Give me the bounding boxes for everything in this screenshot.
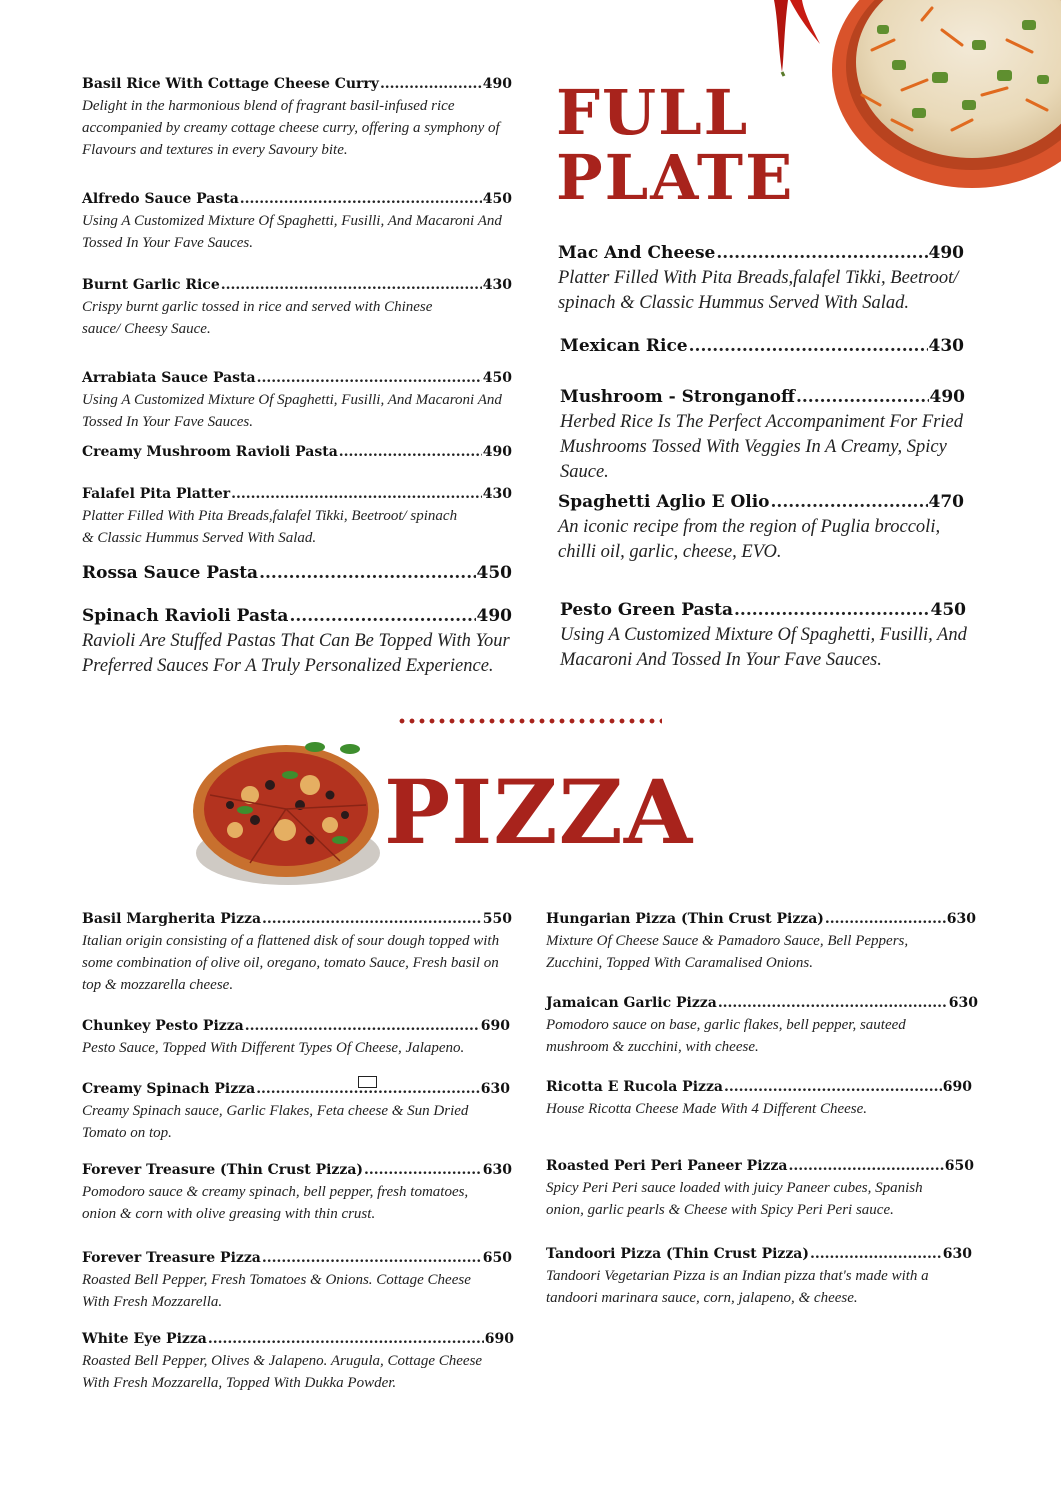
item-price: 690 bbox=[484, 1331, 514, 1347]
decorative-dotted-line bbox=[397, 716, 662, 726]
item-name: Ricotta E Rucola Pizza bbox=[546, 1079, 723, 1095]
item-name: Pesto Green Pasta bbox=[560, 600, 733, 620]
item-description: Pesto Sauce, Topped With Different Types Of Cheese, Jalapeno. bbox=[82, 1040, 465, 1056]
item-description: Roasted Bell Pepper, Olives & Jalapeno. Arugula, Cottage Cheese With Fresh Mozzarella, Topped With Dukka Powder. bbox=[82, 1353, 483, 1391]
item-name: Falafel Pita Platter bbox=[82, 486, 231, 502]
full-plate-heading-line2: PLATE bbox=[556, 141, 795, 214]
item-price: 490 bbox=[928, 243, 964, 263]
item-price: 470 bbox=[928, 492, 964, 512]
item-description: Using A Customized Mixture Of Spaghetti, Fusilli, And Macaroni And Tossed In Your Fave Sauces. bbox=[82, 213, 502, 251]
menu-item bbox=[82, 370, 512, 433]
menu-item bbox=[546, 995, 978, 1058]
item-name: Arrabiata Sauce Pasta bbox=[82, 370, 256, 386]
pizza-heading: PIZZA bbox=[384, 760, 694, 864]
item-price: 450 bbox=[930, 600, 966, 620]
menu-item bbox=[82, 1018, 510, 1059]
item-description: Creamy Spinach sauce, Garlic Flakes, Feta cheese & Sun Dried Tomato on top. bbox=[82, 1103, 469, 1141]
item-name: Forever Treasure (Thin Crust Pizza) bbox=[82, 1162, 364, 1178]
item-name: Forever Treasure Pizza bbox=[82, 1250, 261, 1266]
full-plate-heading-line1: FULL bbox=[556, 76, 750, 149]
item-description: Ravioli Are Stuffed Pastas That Can Be Topped With Your Preferred Sauces For A Truly Personalized Experience. bbox=[82, 631, 510, 676]
item-name: Mexican Rice bbox=[560, 336, 688, 356]
item-description: Platter Filled With Pita Breads,falafel Tikki, Beetroot/ spinach & Classic Hummus Served With Salad. bbox=[558, 268, 959, 313]
item-description: Tandoori Vegetarian Pizza is an Indian pizza that's made with a tandoori marinara sauce, corn, jalapeno, & cheese. bbox=[546, 1268, 929, 1306]
item-price: 430 bbox=[482, 277, 512, 293]
item-name: Mushroom - Stronganoff bbox=[560, 387, 795, 407]
item-price: 630 bbox=[480, 1081, 510, 1097]
item-price: 490 bbox=[482, 76, 512, 92]
item-name: Basil Rice With Cottage Cheese Curry bbox=[82, 76, 379, 92]
menu-item bbox=[546, 1158, 974, 1221]
menu-item bbox=[82, 1250, 512, 1313]
item-name: Spinach Ravioli Pasta bbox=[82, 606, 289, 626]
item-description: Platter Filled With Pita Breads,falafel Tikki, Beetroot/ spinach & Classic Hummus Served With Salad. bbox=[82, 508, 458, 546]
item-price: 450 bbox=[476, 563, 512, 583]
item-description: House Ricotta Cheese Made With 4 Different Cheese. bbox=[546, 1101, 868, 1117]
item-price: 490 bbox=[476, 606, 512, 626]
item-description: Crispy burnt garlic tossed in rice and served with Chinese sauce/ Cheesy Sauce. bbox=[82, 299, 433, 337]
menu-item bbox=[82, 911, 512, 996]
item-price: 430 bbox=[482, 486, 512, 502]
item-price: 690 bbox=[942, 1079, 972, 1095]
item-name: Basil Margherita Pizza bbox=[82, 911, 262, 927]
item-price: 650 bbox=[482, 1250, 512, 1266]
item-name: White Eye Pizza bbox=[82, 1331, 207, 1347]
item-description: Herbed Rice Is The Perfect Accompaniment For Fried Mushrooms Tossed With Veggies In A Creamy, Spicy Sauce. bbox=[560, 412, 963, 482]
item-description: Using A Customized Mixture Of Spaghetti, Fusilli, And Macaroni And Tossed In Your Fave Sauces. bbox=[560, 625, 967, 670]
item-description: Mixture Of Cheese Sauce & Pamadoro Sauce, Bell Peppers, Zucchini, Topped With Caramalised Onions. bbox=[546, 933, 909, 971]
item-name: Jamaican Garlic Pizza bbox=[546, 995, 717, 1011]
menu-item bbox=[82, 606, 512, 679]
item-name: Creamy Spinach Pizza bbox=[82, 1081, 256, 1097]
menu-item bbox=[558, 492, 964, 565]
menu-item bbox=[82, 76, 512, 161]
item-price: 630 bbox=[942, 1246, 972, 1262]
item-price: 450 bbox=[482, 191, 512, 207]
item-name: Spaghetti Aglio E Olio bbox=[558, 492, 770, 512]
menu-item bbox=[546, 1246, 972, 1309]
item-name: Tandoori Pizza (Thin Crust Pizza) bbox=[546, 1246, 810, 1262]
menu-item bbox=[558, 243, 964, 316]
item-price: 630 bbox=[482, 1162, 512, 1178]
item-description: Roasted Bell Pepper, Fresh Tomatoes & Onions. Cottage Cheese With Fresh Mozzarella. bbox=[82, 1272, 471, 1310]
menu-item bbox=[546, 911, 976, 974]
pizza-image bbox=[190, 735, 386, 887]
item-name: Mac And Cheese bbox=[558, 243, 716, 263]
item-description: An iconic recipe from the region of Puglia broccoli, chilli oil, garlic, cheese, EVO. bbox=[558, 517, 941, 562]
item-description: Delight in the harmonious blend of fragrant basil-infused rice accompanied by creamy cottage cheese curry, offering a symphony of Flavours and textures in every Savoury bite. bbox=[82, 98, 500, 158]
item-description: Italian origin consisting of a flattened disk of sour dough topped with some combination of olive oil, oregano, tomato Sauce, Fresh basil on top & mozzarella cheese. bbox=[82, 933, 500, 993]
item-price: 550 bbox=[482, 911, 512, 927]
item-description: Using A Customized Mixture Of Spaghetti, Fusilli, And Macaroni And Tossed In Your Fave Sauces. bbox=[82, 392, 502, 430]
item-description: Pomodoro sauce & creamy spinach, bell pepper, fresh tomatoes, onion & corn with olive greasing with thin crust. bbox=[82, 1184, 469, 1222]
menu-item bbox=[560, 600, 970, 673]
item-name: Alfredo Sauce Pasta bbox=[82, 191, 239, 207]
item-name: Hungarian Pizza (Thin Crust Pizza) bbox=[546, 911, 824, 927]
item-price: 490 bbox=[482, 444, 512, 460]
item-name: Creamy Mushroom Ravioli Pasta bbox=[82, 444, 338, 460]
menu-item bbox=[82, 191, 512, 254]
menu-item bbox=[82, 1162, 512, 1225]
item-name: Chunkey Pesto Pizza bbox=[82, 1018, 244, 1034]
red-chilli-image bbox=[760, 0, 830, 78]
menu-item bbox=[82, 1331, 514, 1394]
menu-item bbox=[82, 1081, 510, 1144]
item-price: 630 bbox=[946, 911, 976, 927]
item-description: Spicy Peri Peri sauce loaded with juicy Paneer cubes, Spanish onion, garlic pearls & Cheese with Spicy Peri Peri sauce. bbox=[546, 1180, 923, 1218]
menu-item bbox=[546, 1079, 972, 1120]
item-description: Pomodoro sauce on base, garlic flakes, bell pepper, sauteed mushroom & zucchini, with cheese. bbox=[546, 1017, 906, 1055]
item-name: Roasted Peri Peri Paneer Pizza bbox=[546, 1158, 788, 1174]
item-price: 450 bbox=[482, 370, 512, 386]
menu-item bbox=[82, 563, 512, 583]
menu-item bbox=[82, 277, 512, 340]
menu-item bbox=[82, 444, 512, 460]
item-price: 630 bbox=[948, 995, 978, 1011]
menu-item bbox=[560, 387, 998, 485]
item-name: Rossa Sauce Pasta bbox=[82, 563, 259, 583]
menu-item bbox=[82, 486, 512, 549]
menu-item bbox=[560, 336, 964, 356]
item-name: Burnt Garlic Rice bbox=[82, 277, 220, 293]
item-price: 690 bbox=[480, 1018, 510, 1034]
item-price: 490 bbox=[929, 387, 965, 407]
item-price: 430 bbox=[928, 336, 964, 356]
item-price: 650 bbox=[944, 1158, 974, 1174]
rice-bowl-image bbox=[832, 0, 1061, 190]
rectangle-marker bbox=[358, 1076, 377, 1088]
